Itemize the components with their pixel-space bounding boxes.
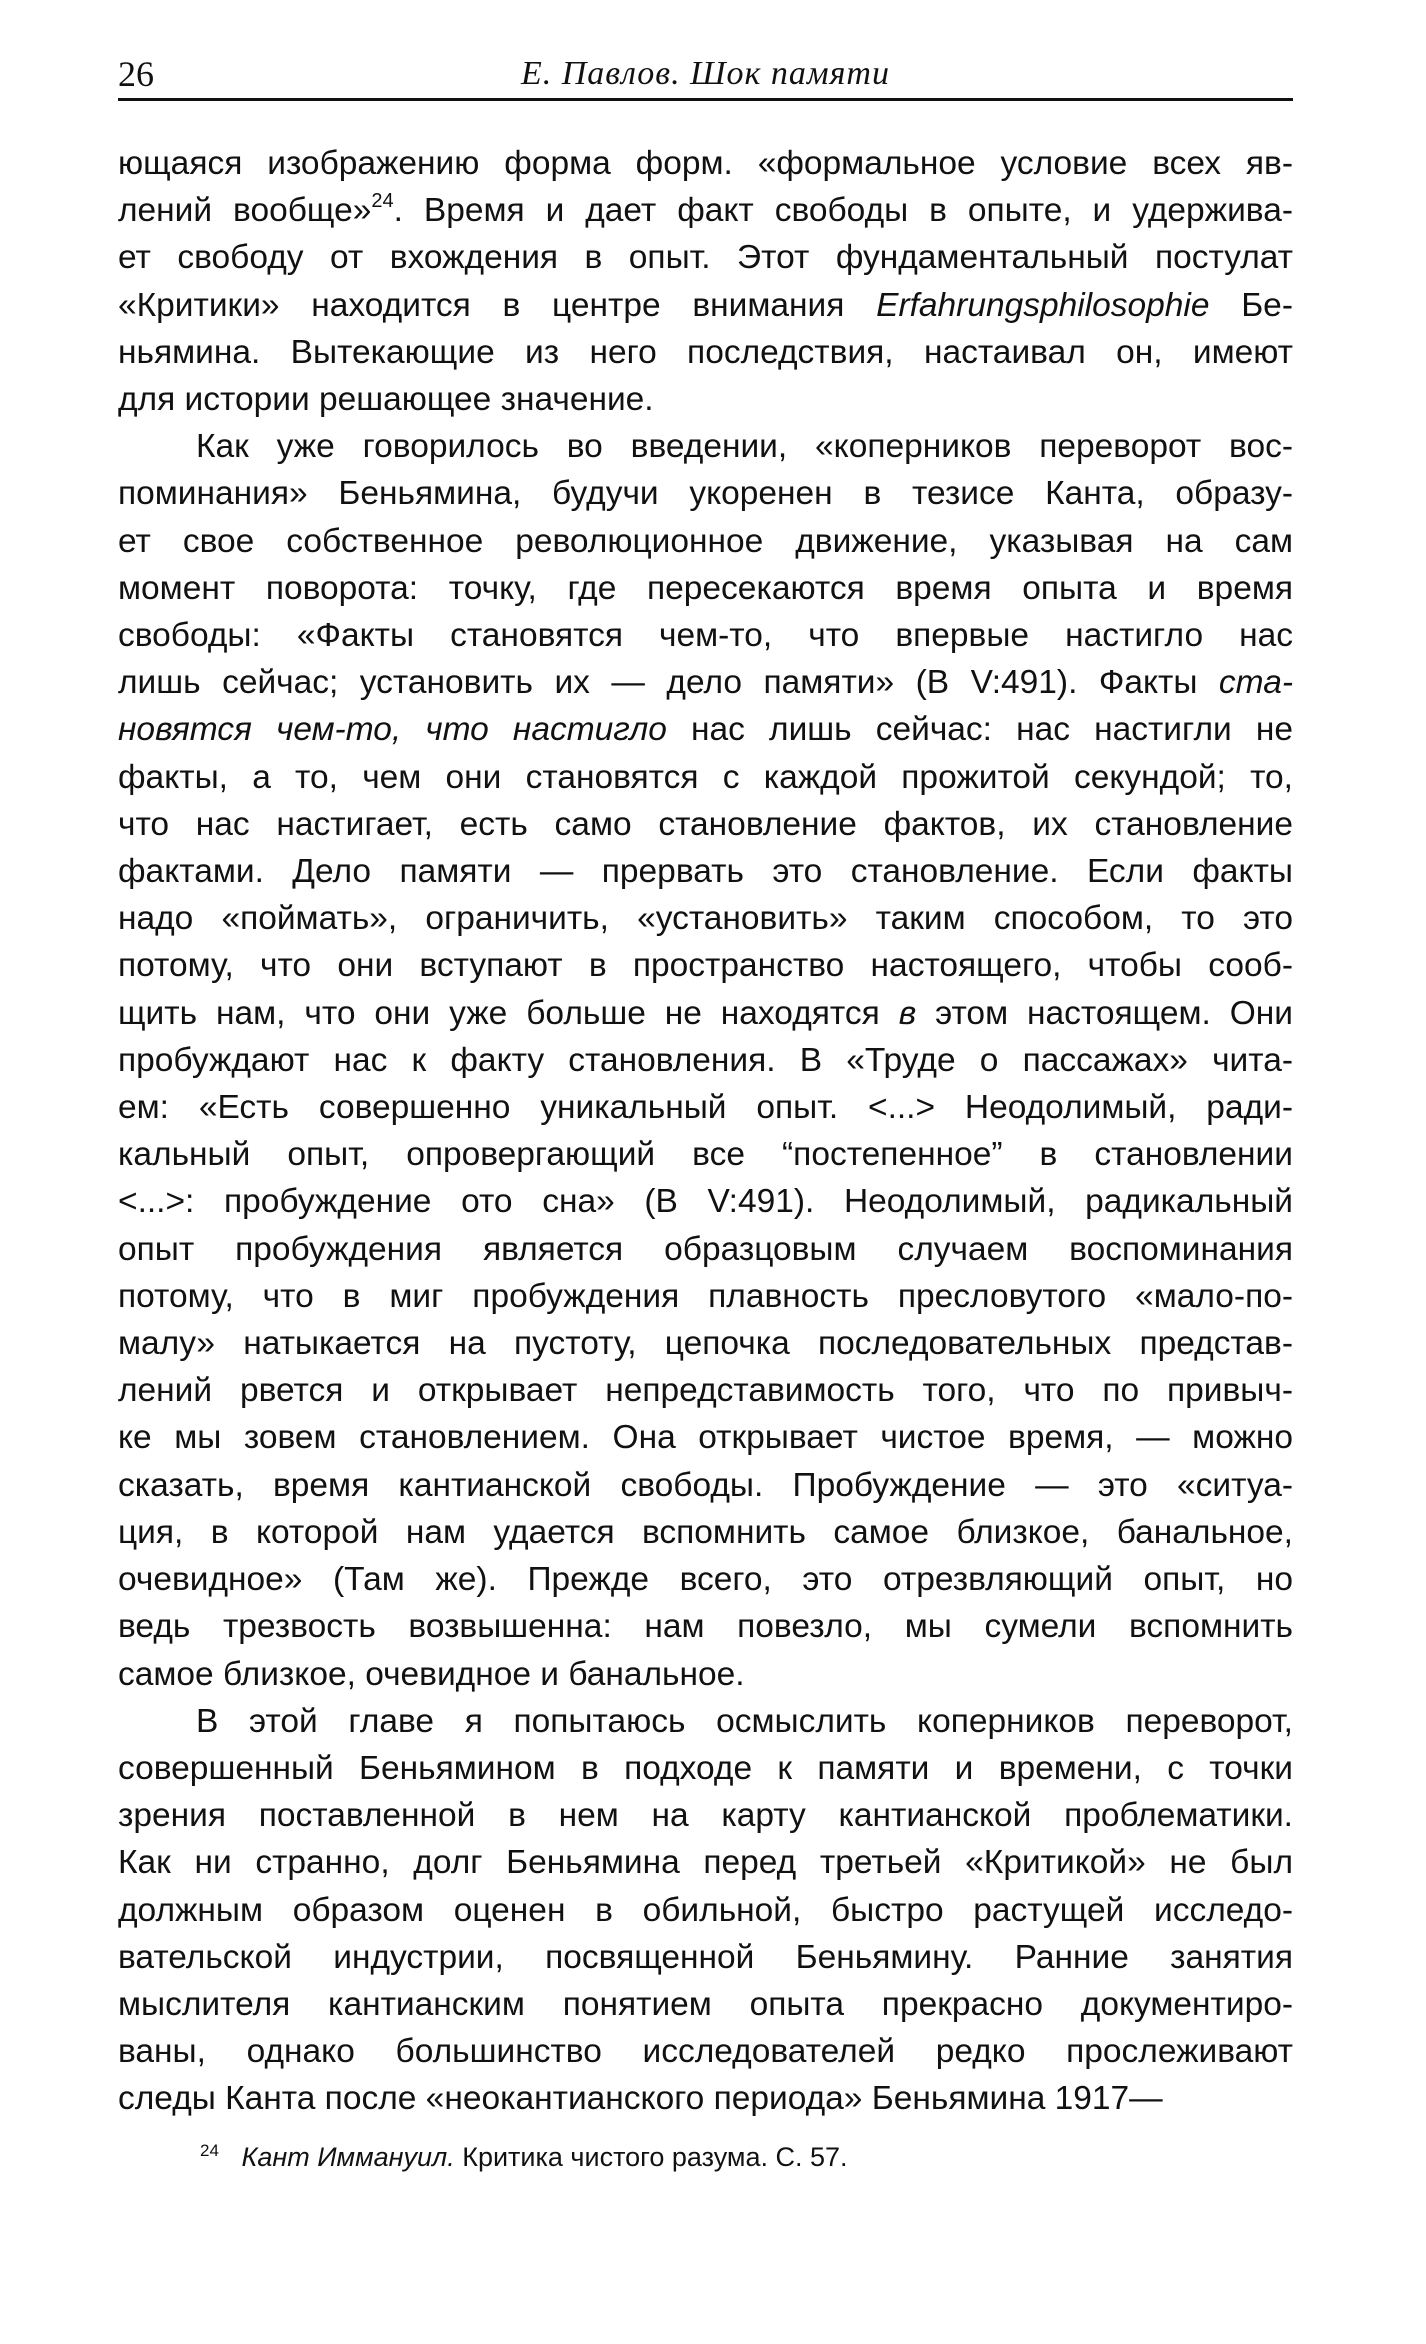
text-line: малу» натыкается на пустоту, цепочка последовательных представ- [118, 1325, 1293, 1363]
text-line: щить нам, что они уже больше не находятся в этом настоящем. Они [118, 994, 1293, 1032]
text-line: ведь трезвость возвышенна: нам повезло, мы сумели вспомнить [118, 1608, 1293, 1646]
text-line: ция, в которой нам удается вспомнить самое близкое, банальное, [118, 1513, 1293, 1551]
text-line: что нас настигает, есть само становление фактов, их становление [118, 805, 1293, 843]
text-line: лений рвется и открывает непредставимость того, что по привыч- [118, 1372, 1293, 1410]
text-line: самое близкое, очевидное и банальное. [118, 1655, 745, 1693]
text-line: ньямина. Вытекающие из него последствия, настаивал он, имеют [118, 333, 1293, 371]
text-line: потому, что в миг пробуждения плавность пресловутого «мало-по- [118, 1277, 1293, 1315]
text-line: ваны, однако большинство исследователей редко прослеживают [118, 2033, 1293, 2071]
text-line: момент поворота: точку, где пересекаются время опыта и время [118, 569, 1293, 607]
text-line: ем: «Есть совершенно уникальный опыт. <...> Неодолимый, ради- [118, 1089, 1293, 1127]
paragraph [118, 140, 1293, 423]
text-line: поминания» Беньямина, будучи укоренен в тезисе Канта, образу- [118, 475, 1293, 513]
text-line: должным образом оценен в обильной, быстро растущей исследо- [118, 1891, 1293, 1929]
text-line: надо «поймать», ограничить, «установить» таким способом, то это [118, 900, 1293, 938]
text-line: потому, что они вступают в пространство настоящего, чтобы сооб- [118, 947, 1293, 985]
text-line: Как ни странно, долг Беньямина перед третьей «Критикой» не был [118, 1844, 1293, 1882]
italic-text: Erfahrungsphilosophie [876, 286, 1210, 324]
text-line: ке мы зовем становлением. Она открывает чистое время, — можно [118, 1419, 1293, 1457]
italic-text: в [898, 994, 917, 1032]
page-header [118, 52, 1293, 101]
text-line: совершенный Беньямином в подходе к памяти и времени, с точки [118, 1749, 1293, 1787]
text-line: очевидное» (Там же). Прежде всего, это отрезвляющий опыт, но [118, 1561, 1293, 1599]
text-line: В этой главе я попытаюсь осмыслить коперников переворот, [196, 1702, 1293, 1740]
footnote-marker: 24 [200, 2141, 219, 2160]
body-text [118, 140, 1293, 2123]
text-line: для истории решающее значение. [118, 381, 654, 419]
text-line: опыт пробуждения является образцовым случаем воспоминания [118, 1230, 1293, 1268]
text-line: свободы: «Факты становятся чем-то, что впервые настигло нас [118, 617, 1293, 655]
italic-text: ста- [1218, 664, 1293, 702]
text-line: пробуждают нас к факту становления. В «Труде о пассажах» чита- [118, 1041, 1293, 1079]
footnote-ref: 24 [371, 190, 394, 213]
text-line: мыслителя кантианским понятием опыта прекрасно документиро- [118, 1985, 1293, 2023]
text-line: вательской индустрии, посвященной Беньямину. Ранние занятия [118, 1938, 1293, 1976]
text-line: Как уже говорилось во введении, «коперников переворот вос- [196, 428, 1293, 466]
text-line: «Критики» находится в центре внимания Erfahrungsphilosophie Бе- [118, 286, 1293, 324]
text-line: сказать, время кантианской свободы. Пробуждение — это «ситуа- [118, 1466, 1293, 1504]
paragraph [118, 1698, 1293, 2123]
text-line: новятся чем-то, что настигло нас лишь сейчас: нас настигли не [118, 711, 1294, 749]
text-line: ет свое собственное революционное движение, указывая на сам [118, 522, 1293, 560]
text-line: фактами. Дело памяти — прервать это становление. Если факты [118, 853, 1293, 891]
italic-text: новятся чем-то, что настигло [118, 711, 667, 749]
page-number: 26 [118, 54, 154, 94]
text-line: лишь сейчас; установить их — дело памяти» (B V:491). Факты ста- [118, 664, 1293, 702]
footnote-author: Кант Иммануил. [241, 2142, 455, 2172]
text-line: следы Канта после «неокантианского периода» Беньямина 1917— [118, 2080, 1163, 2118]
text-line: лений вообще»$^{24}$. Время и дает факт свободы в опыте, и удержива- [118, 190, 1293, 230]
running-title: Е. Павлов. Шок памяти [520, 55, 890, 92]
footnote-text: Критика чистого разума. С. 57. [462, 2142, 848, 2172]
text-line: зрения поставленной в нем на карту кантианской проблематики. [118, 1797, 1293, 1835]
text-line: ет свободу от вхождения в опыт. Этот фундаментальный постулат [118, 239, 1293, 277]
footnote [200, 2140, 1200, 2174]
text-line: <...>: пробуждение ото сна» (B V:491). Неодолимый, радикальный [118, 1183, 1293, 1221]
text-line: ющаяся изображению форма форм. «формальное условие всех яв- [118, 145, 1293, 182]
paragraph [118, 423, 1293, 1697]
text-line: кальный опыт, опровергающий все “постепенное” в становлении [118, 1136, 1293, 1174]
text-line: факты, а то, чем они становятся с каждой прожитой секундой; то, [118, 758, 1293, 796]
